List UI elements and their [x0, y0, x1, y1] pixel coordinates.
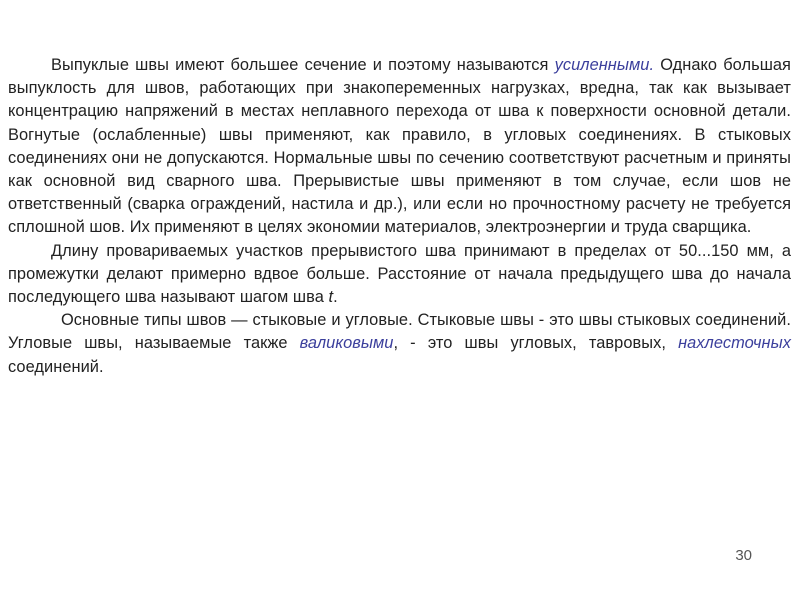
term-fillet: валиковыми [299, 334, 394, 353]
paragraph-3-text-c: соединений. [8, 357, 104, 376]
paragraph-3-text-a: Основные типы швов — стыковые и угловые. Стыковые швы - это швы стыковых соединений. Угловые швы, называемые также [8, 311, 791, 353]
paragraph-weld-types [8, 309, 791, 379]
paragraph-2-text-a: Длину провариваемых участков прерывистого шва принимают в пределах от 50...150 мм, а промежутки делают примерно вдвое больше. Расстояние от начала предыдущего шва до начала последующего шва называют шагом шва [8, 241, 791, 307]
paragraph-2-text-b: . [333, 288, 338, 307]
paragraph-1-text-a: Выпуклые швы имеют большее сечение и поэтому называются [51, 56, 555, 74]
term-reinforced: усиленными. [554, 56, 655, 74]
paragraph-1-text-b: Однако большая выпуклость для швов, работающих при знакопеременных нагрузках, вредна, так как вызывает концентрацию напряжений в местах неплавного перехода от шва к поверхности основной детали. Вогнутые (ослабленные) швы применяют, как правило, в угловых соединениях. В стыковых соединениях они не допускаются. Нормальные швы по сечению соответствуют расчетным и приняты как основной вид сварного шва. Прерывистые швы применяют в том случае, если шов не ответственный (сварка ограждений, настила и др.), или если но прочностному расчету не требуется сплошной шов. Их применяют в целях экономии материалов, электроэнергии и труда сварщика. [8, 56, 791, 237]
paragraph-convex-welds [8, 54, 791, 240]
term-weld-pitch: t [328, 288, 334, 307]
paragraph-intermittent-welds [8, 240, 791, 310]
term-lap: нахлесточных [678, 334, 791, 353]
page-number: 30 [735, 547, 752, 564]
paragraph-3-text-b: , - это швы угловых, тавровых, [393, 334, 679, 353]
body-text [8, 54, 791, 379]
